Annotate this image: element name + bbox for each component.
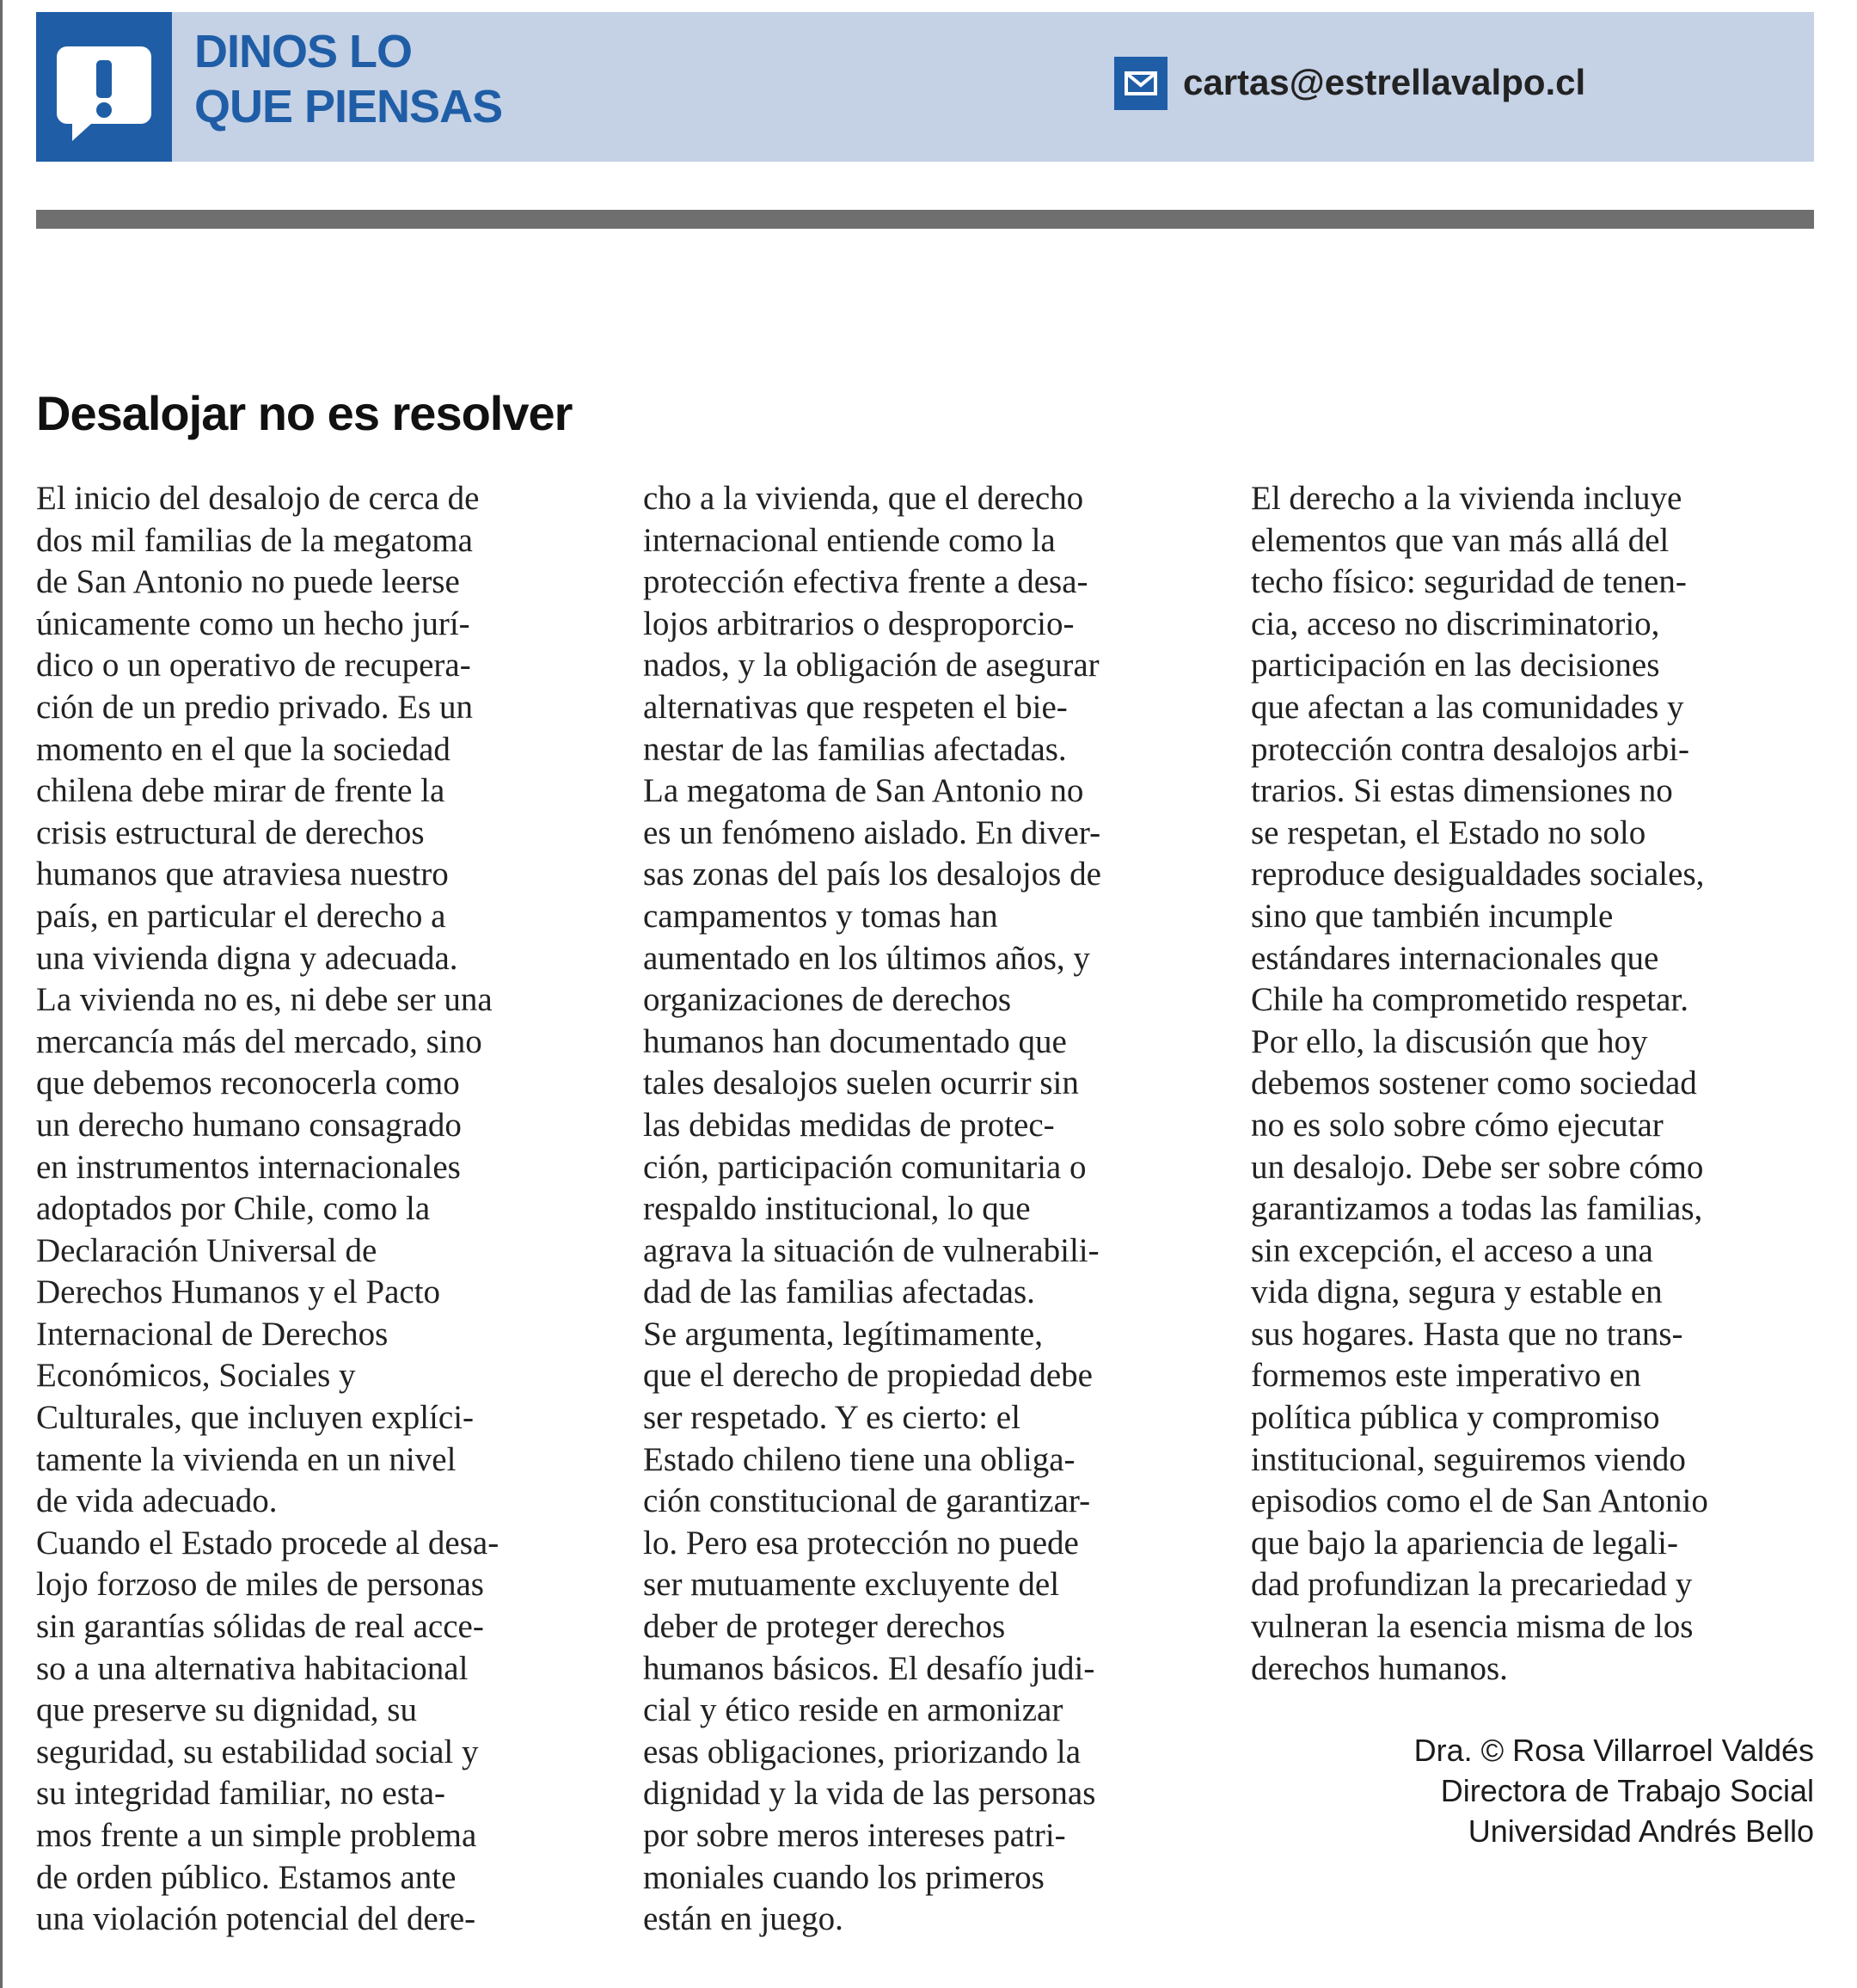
section-title-line-1: DINOS LO [194,26,413,77]
article-column-1 [36,478,595,1941]
author-name: Dra. © Rosa Villarroel Valdés [1413,1733,1814,1768]
article-text-line: tamente la vivienda en un nivel [36,1440,457,1478]
section-header [36,12,1814,162]
article-text-line: garantizamos a todas las familias, [1251,1190,1703,1228]
article-text-line: cho a la vivienda, que el derecho [643,480,1084,517]
article-text-line: ser respetado. Y es cierto: el [643,1399,1020,1437]
article-text-line: Declaración Universal de [36,1231,377,1269]
article-text-line: sas zonas del país los desalojos de [643,856,1101,893]
article-text-line: derechos humanos. [1251,1649,1508,1687]
article-text-line: techo físico: seguridad de tenen- [1251,563,1687,601]
article-text-line: las debidas medidas de protec- [643,1106,1055,1144]
article-text-line: un desalojo. Debe ser sobre cómo [1251,1148,1704,1186]
article-text-line: no es solo sobre cómo ejecutar [1251,1106,1664,1144]
article-text-line: so a una alternativa habitacional [36,1649,469,1687]
article-text-line: lojo forzoso de miles de personas [36,1566,484,1604]
author-institution: Universidad Andrés Bello [1468,1813,1814,1849]
article-text-line: una vivienda digna y adecuada. [36,939,458,977]
article-text-line: Derechos Humanos y el Pacto [36,1273,441,1311]
article-text-line: deber de proteger derechos [643,1608,1006,1646]
article-text-line: ción constitucional de garantizar- [643,1482,1091,1520]
article-headline: Desalojar no es resolver [36,386,573,440]
article-text-line: episodios como el de San Antonio [1251,1482,1708,1520]
article-text-line: Económicos, Sociales y [36,1357,356,1395]
article-text-line: momento en el que la sociedad [36,730,450,768]
article-text-line: política pública y compromiso [1251,1399,1660,1437]
article-text-line: su integridad familiar, no esta- [36,1775,446,1813]
article-text-line: dignidad y la vida de las personas [643,1775,1096,1813]
email-address-link[interactable]: cartas@estrellavalpo.cl [1183,62,1586,102]
article-text-line: esas obligaciones, priorizando la [643,1733,1081,1770]
article-text-line: un derecho humano consagrado [36,1106,462,1144]
article-text-line: dos mil familias de la megatoma [36,521,473,559]
article-text-line: de vida adecuado. [36,1482,278,1520]
article-text-line: de orden público. Estamos ante [36,1858,457,1896]
page-left-rule [0,0,3,1988]
section-divider [36,210,1814,229]
article-text-line: seguridad, su estabilidad social y [36,1733,479,1770]
article-text-line: cial y ético reside en armonizar [643,1691,1063,1729]
article-text-line: sino que también incumple [1251,897,1614,935]
article-text-line: dad profundizan la precariedad y [1251,1566,1693,1604]
article-text-line: vulneran la esencia misma de los [1251,1608,1694,1646]
article-text-line: es un fenómeno aislado. En diver- [643,813,1101,851]
article-text-line: vida digna, segura y estable en [1251,1273,1663,1311]
article-text-line: humanos han documentado que [643,1022,1067,1060]
article-text-line: dad de las familias afectadas. [643,1273,1035,1311]
article-text-line: adoptados por Chile, como la [36,1190,431,1228]
article-text-line: organizaciones de derechos [643,981,1012,1019]
article-text-line: estándares internacionales que [1251,939,1659,977]
article-column-3 [1251,478,1818,1690]
article-text-line: La megatoma de San Antonio no [643,772,1084,810]
article-text-line: institucional, seguiremos viendo [1251,1440,1686,1478]
article-text-line: que afectan a las comunidades y [1251,688,1684,726]
article-text-line: lo. Pero esa protección no puede [643,1524,1079,1562]
article-text-line: mos frente a un simple problema [36,1817,477,1854]
article-text-line: formemos este imperativo en [1251,1357,1641,1395]
article-text-line: nados, y la obligación de asegurar [643,647,1100,684]
envelope-icon [1114,57,1168,110]
article-text-line: únicamente como un hecho jurí- [36,604,470,642]
article-text-line: se respetan, el Estado no solo [1251,813,1646,851]
article-text-line: Culturales, que incluyen explíci- [36,1399,475,1437]
article-text-line: reproduce desigualdades sociales, [1251,856,1705,893]
article-text-line: moniales cuando los primeros [643,1858,1045,1896]
article-text-line: humanos básicos. El desafío judi- [643,1649,1095,1687]
article-text-line: Chile ha comprometido respetar. [1251,981,1689,1019]
article-text-line: alternativas que respeten el bie- [643,688,1068,726]
article-text-line: de San Antonio no puede leerse [36,563,460,601]
article-text-line: trarios. Si estas dimensiones no [1251,772,1673,810]
article-text-line: que el derecho de propiedad debe [643,1357,1093,1395]
author-role: Directora de Trabajo Social [1440,1773,1814,1808]
article-text-line: tales desalojos suelen ocurrir sin [643,1065,1079,1102]
article-text-line: nestar de las familias afectadas. [643,730,1067,768]
article-text-line: Por ello, la discusión que hoy [1251,1022,1648,1060]
article-text-line: ción, participación comunitaria o [643,1148,1087,1186]
article-text-line: El inicio del desalojo de cerca de [36,480,480,517]
article-text-line: por sobre meros intereses patri- [643,1817,1066,1854]
article-text-line: respaldo institucional, lo que [643,1190,1031,1228]
article-text-line: Internacional de Derechos [36,1315,389,1353]
article-text-line: protección contra desalojos arbi- [1251,730,1690,768]
article-column-2 [643,478,1202,1941]
article-text-line: La vivienda no es, ni debe ser una [36,981,493,1019]
article-text-line: que debemos reconocerla como [36,1065,460,1102]
article-text-line: una violación potencial del dere- [36,1900,476,1938]
article-text-line: aumentado en los últimos años, y [643,939,1090,977]
article-text-line: humanos que atraviesa nuestro [36,856,449,893]
article-text-line: en instrumentos internacionales [36,1148,461,1186]
article-text-line: país, en particular el derecho a [36,897,446,935]
article-text-line: debemos sostener como sociedad [1251,1065,1697,1102]
article-text-line: elementos que van más allá del [1251,521,1670,559]
article-text-line: sin garantías sólidas de real acce- [36,1608,484,1646]
article-text-line: participación en las decisiones [1251,647,1660,684]
article-text-line: Estado chileno tiene una obliga- [643,1440,1076,1478]
speech-bubble-exclamation-icon [36,12,172,162]
section-title [194,24,502,134]
article-text-line: chilena debe mirar de frente la [36,772,445,810]
article-text-line: Cuando el Estado procede al desa- [36,1524,499,1562]
author-signature [1414,1730,1814,1851]
article-text-line: agrava la situación de vulnerabili- [643,1231,1100,1269]
article-text-line: crisis estructural de derechos [36,813,425,851]
article-text-line: internacional entiende como la [643,521,1056,559]
article-text-line: ción de un predio privado. Es un [36,688,473,726]
article-text-line: sus hogares. Hasta que no trans- [1251,1315,1683,1353]
article-text-line: que preserve su dignidad, su [36,1691,417,1729]
article-text-line: lojos arbitrarios o desproporcio- [643,604,1075,642]
article-text-line: están en juego. [643,1900,843,1938]
article-text-line: protección efectiva frente a desa- [643,563,1088,601]
section-title-line-2: QUE PIENSAS [194,81,503,132]
article-text-line: ser mutuamente excluyente del [643,1566,1060,1604]
article-text-line: cia, acceso no discriminatorio, [1251,604,1660,642]
article-text-line: mercancía más del mercado, sino [36,1022,482,1060]
article-text-line: dico o un operativo de recupera- [36,647,471,684]
article-text-line: Se argumenta, legítimamente, [643,1315,1043,1353]
article-text-line: sin excepción, el acceso a una [1251,1231,1653,1269]
article-text-line: El derecho a la vivienda incluye [1251,480,1682,517]
article-text-line: que bajo la apariencia de legali- [1251,1524,1678,1562]
article-text-line: campamentos y tomas han [643,897,998,935]
